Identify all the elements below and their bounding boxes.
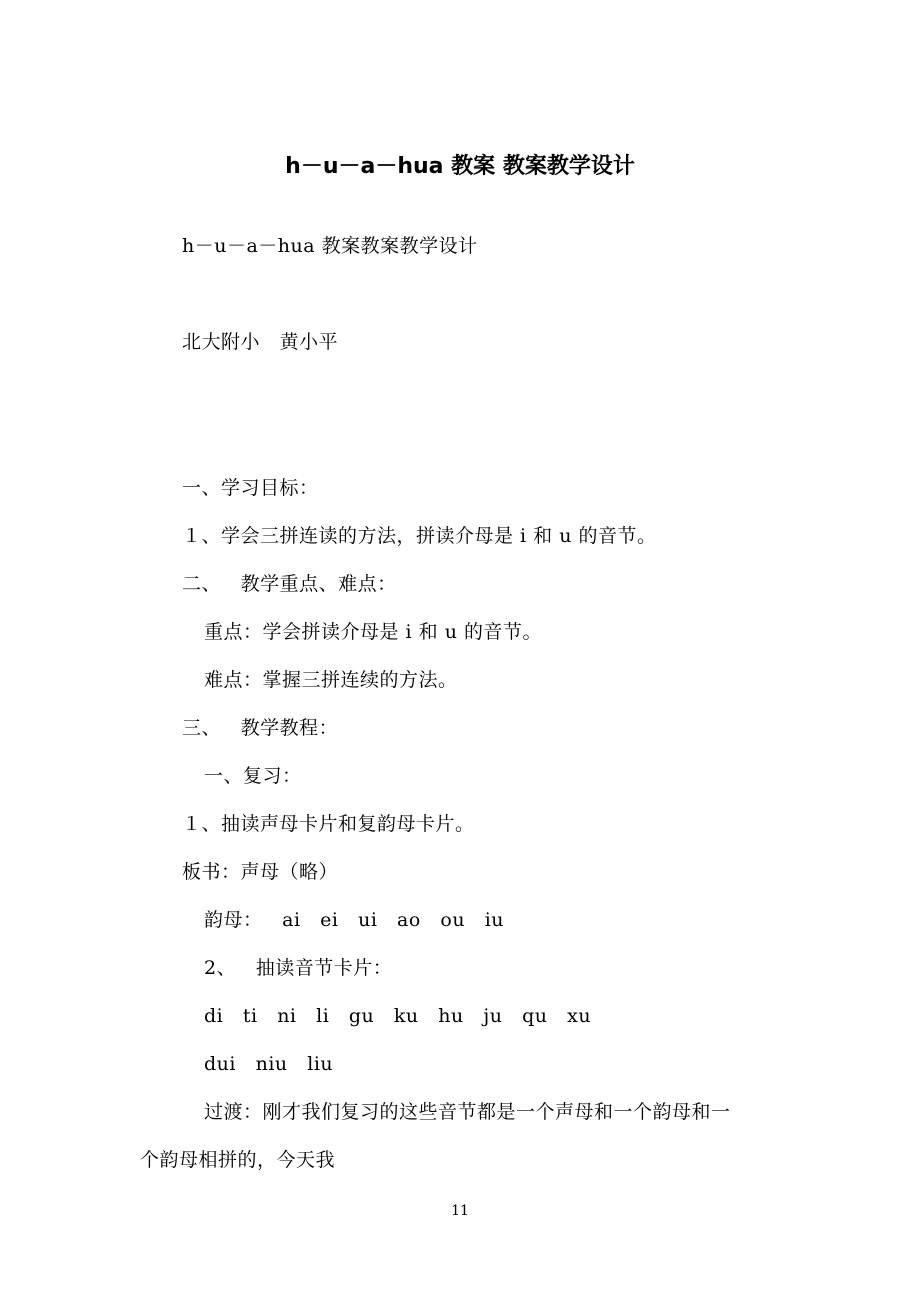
subsection-review: 一、复习： [204, 765, 302, 787]
review-step-2: 2、 抽读音节卡片： [204, 957, 393, 979]
document-title: h－u－a－hua 教案 教案教学设计 [285, 154, 635, 179]
author-line: 北大附小 黄小平 [182, 331, 339, 353]
transition-paragraph-line-1: 过渡：刚才我们复习的这些音节都是一个声母和一个韵母和一 [204, 1101, 731, 1123]
board-writing-finals: 韵母： ai ei ui ao ou iu [204, 909, 505, 931]
subtitle-line: h－u－a－hua 教案教案教学设计 [182, 235, 478, 257]
syllable-list-2: dui niu liu [204, 1053, 334, 1075]
difficulty-line: 难点：掌握三拼连续的方法。 [204, 669, 458, 691]
page-number: 11 [451, 1203, 469, 1219]
key-point-line: 重点：学会拼读介母是 i 和 u 的音节。 [204, 621, 542, 643]
transition-paragraph-line-2: 个韵母相拼的，今天我 [140, 1149, 336, 1171]
section-heading-key-points: 二、 教学重点、难点： [182, 573, 397, 595]
section-heading-objectives: 一、学习目标： [182, 477, 319, 499]
syllable-list-1: di ti ni li gu ku hu ju qu xu [204, 1005, 592, 1027]
review-step-1: １、抽读声母卡片和复韵母卡片。 [182, 813, 475, 835]
section-heading-process: 三、 教学教程： [182, 717, 339, 739]
board-writing-initials: 板书：声母（略） [182, 861, 339, 883]
objective-item: １、学会三拼连读的方法，拼读介母是 i 和 u 的音节。 [182, 525, 657, 547]
